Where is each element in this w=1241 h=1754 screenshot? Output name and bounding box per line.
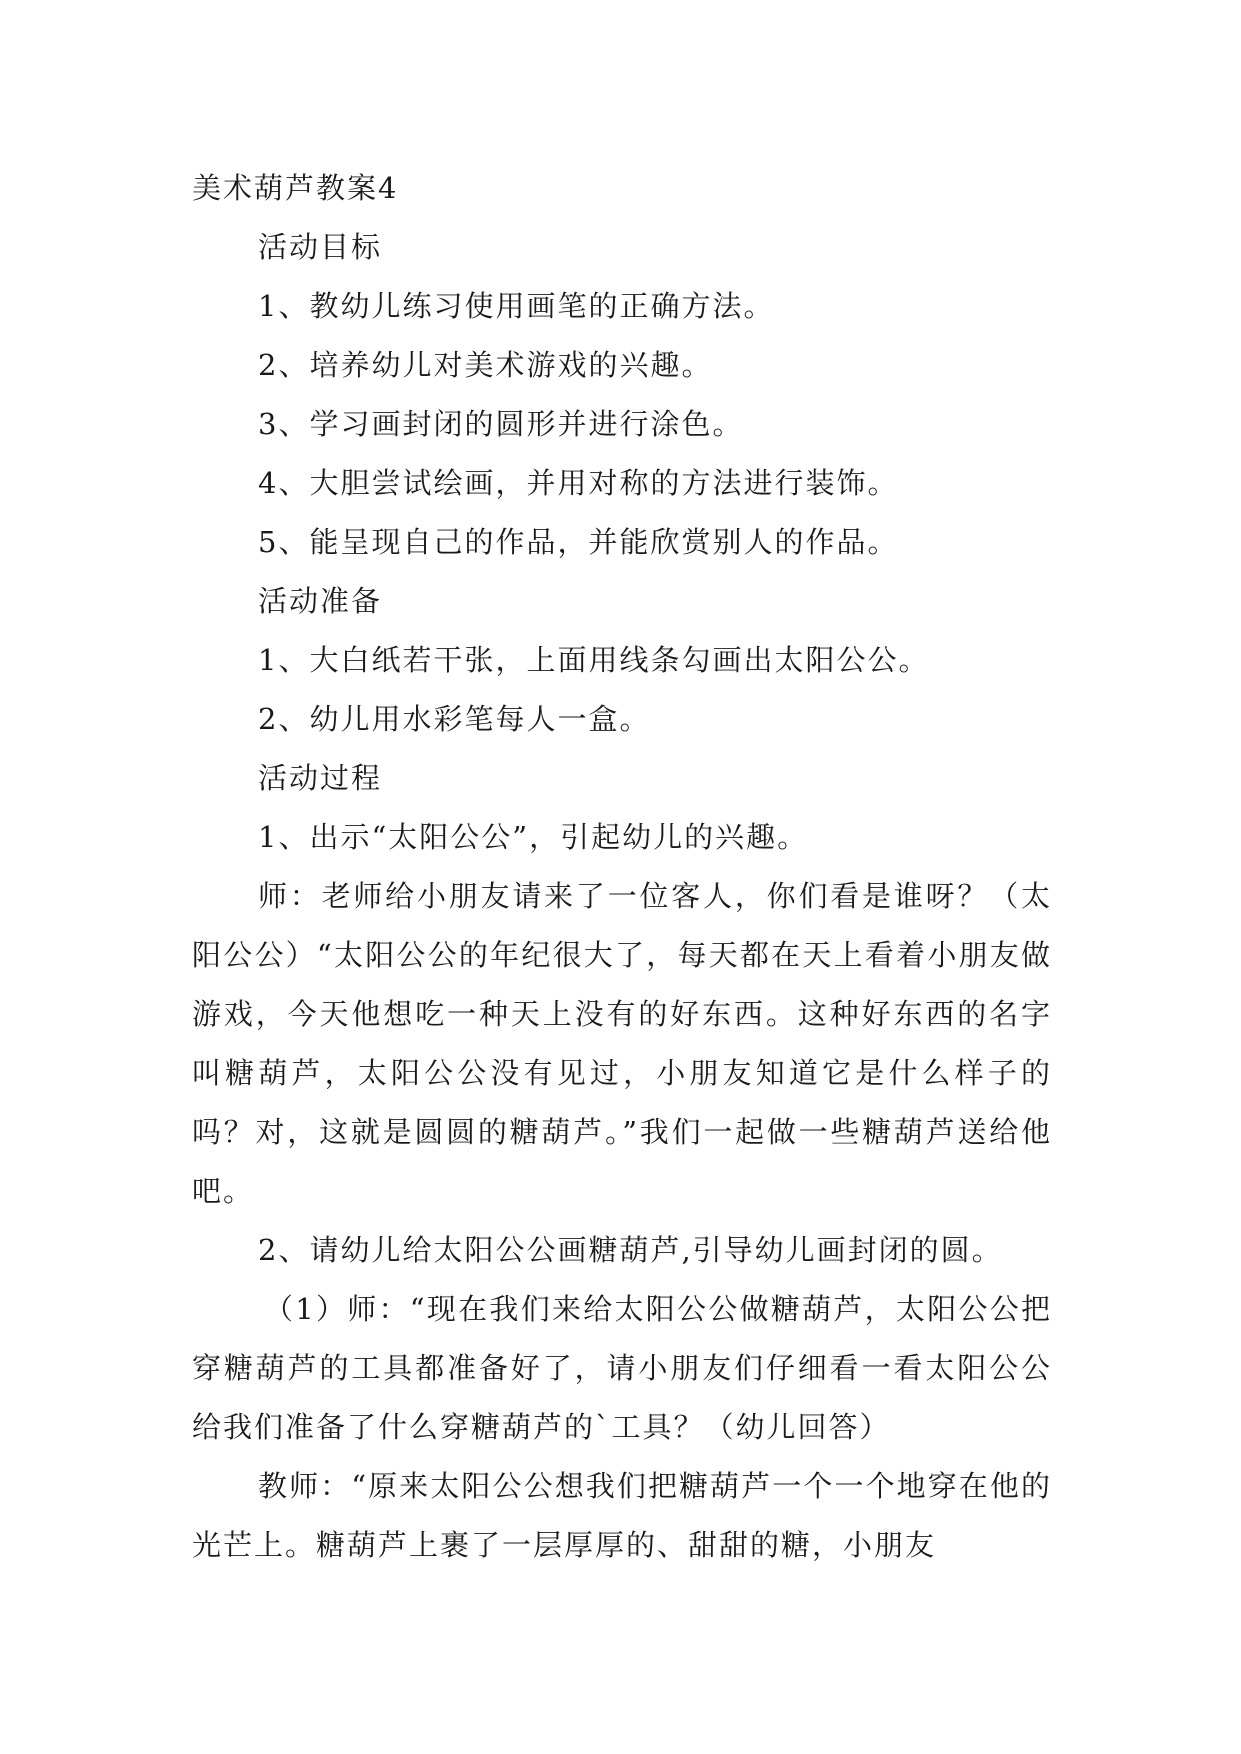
prep-item-1: 1、大白纸若干张，上面用线条勾画出太阳公公。	[258, 643, 930, 677]
goal-item-2: 2、培养幼儿对美术游戏的兴趣。	[258, 348, 713, 382]
process-paragraph-1: 师：老师给小朋友请来了一位客人，你们看是谁呀？（太阳公公）“太阳公公的年纪很大了，每天都在天上看着小朋友做游戏，今天他想吃一种天上没有的好东西。这种好东西的名字叫糖葫芦，太阳公公没有见过，小朋友知道它是什么样子的吗？对，这就是圆圆的糖葫芦。”我们一起做一些糖葫芦送给他吧。	[192, 879, 1052, 1208]
section-heading-goals: 活动目标	[258, 230, 383, 264]
process-paragraph-2: （1）师：“现在我们来给太阳公公做糖葫芦，太阳公公把穿糖葫芦的工具都准备好了，请小朋友们仔细看一看太阳公公给我们准备了什么穿糖葫芦的`工具？（幼儿回答）	[192, 1292, 1052, 1444]
document-body	[192, 158, 1052, 1575]
goal-item-4: 4、大胆尝试绘画，并用对称的方法进行装饰。	[258, 466, 899, 500]
section-heading-prep: 活动准备	[258, 584, 383, 618]
process-step-2: 2、请幼儿给太阳公公画糖葫芦,引导幼儿画封闭的圆。	[258, 1233, 1003, 1267]
process-step-1: 1、出示“太阳公公”，引起幼儿的兴趣。	[258, 820, 809, 854]
goal-item-5: 5、能呈现自己的作品，并能欣赏别人的作品。	[258, 525, 899, 559]
goal-item-3: 3、学习画封闭的圆形并进行涂色。	[258, 407, 744, 441]
document-title: 美术葫芦教案4	[192, 171, 399, 205]
section-heading-process: 活动过程	[258, 761, 383, 795]
goal-item-1: 1、教幼儿练习使用画笔的正确方法。	[258, 289, 775, 323]
prep-item-2: 2、幼儿用水彩笔每人一盒。	[258, 702, 651, 736]
process-paragraph-3: 教师：“原来太阳公公想我们把糖葫芦一个一个地穿在他的光芒上。糖葫芦上裹了一层厚厚的、甜甜的糖，小朋友	[192, 1469, 1052, 1562]
